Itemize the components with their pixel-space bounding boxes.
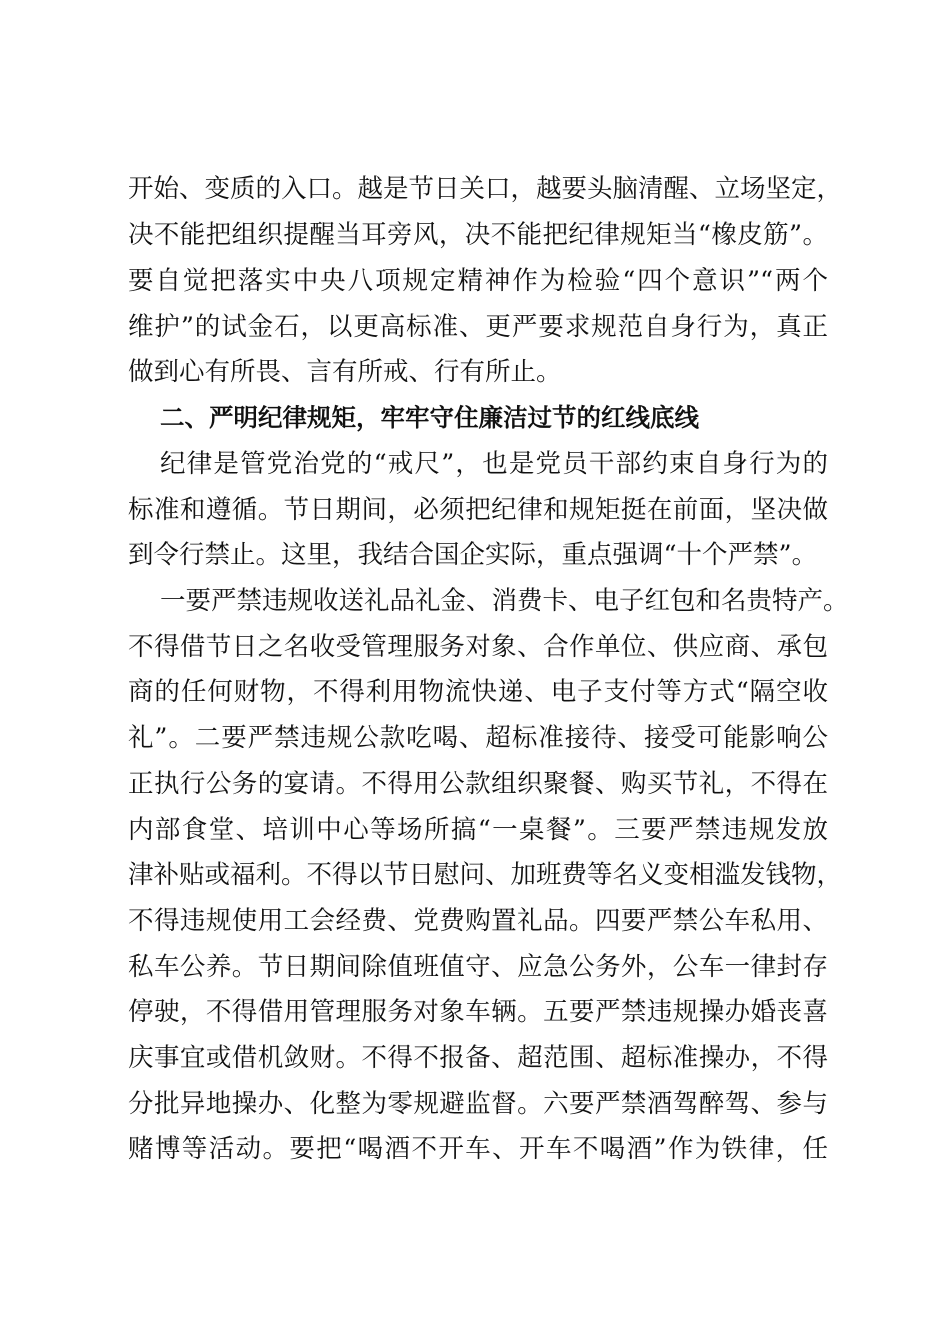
text-line: 私车公养。节日期间除值班值守、应急公务外，公车一律封存 <box>128 952 828 982</box>
text-line: 标准和遵循。节日期间，必须把纪律和规矩挺在前面，坚决做 <box>128 495 828 525</box>
text-line: 到令行禁止。这里，我结合国企实际，重点强调“十个严禁”。 <box>128 540 818 570</box>
text-line: 不得违规使用工会经费、党费购置礼品。四要严禁公车私用、 <box>128 906 828 936</box>
text-line: 礼”。二要严禁违规公款吃喝、超标准接待、接受可能影响公 <box>128 723 828 753</box>
text-line: 分批异地操办、化整为零规避监督。六要严禁酒驾醉驾、参与 <box>128 1089 828 1119</box>
text-line: 内部食堂、培训中心等场所搞“一桌餐”。三要严禁违规发放 <box>128 815 828 845</box>
text-line: 要自觉把落实中央八项规定精神作为检验“四个意识”“两个 <box>128 266 828 296</box>
text-line: 决不能把组织提醒当耳旁风，决不能把纪律规矩当“橡皮筋”。 <box>128 220 828 250</box>
text-line: 庆事宜或借机敛财。不得不报备、超范围、超标准操办，不得 <box>128 1043 828 1073</box>
text-line: 赌博等活动。要把“喝酒不开车、开车不喝酒”作为铁律，任 <box>128 1134 828 1164</box>
text-line: 纪律是管党治党的“戒尺”，也是党员干部约束自身行为的 <box>160 449 828 479</box>
text-line: 不得借节日之名收受管理服务对象、合作单位、供应商、承包 <box>128 632 828 662</box>
section-heading: 二、严明纪律规矩，牢牢守住廉洁过节的红线底线 <box>160 403 699 432</box>
text-line: 商的任何财物，不得利用物流快递、电子支付等方式“隔空收 <box>128 677 828 707</box>
text-line: 正执行公务的宴请。不得用公款组织聚餐、购买节礼，不得在 <box>128 769 828 799</box>
text-line: 做到心有所畏、言有所戒、行有所止。 <box>128 357 562 387</box>
text-line: 停驶，不得借用管理服务对象车辆。五要严禁违规操办婚丧喜 <box>128 997 828 1027</box>
text-line: 津补贴或福利。不得以节日慰问、加班费等名义变相滥发钱物， <box>128 860 843 890</box>
text-line: 开始、变质的入口。越是节日关口，越要头脑清醒、立场坚定， <box>128 174 843 204</box>
text-line: 一要严禁违规收送礼品礼金、消费卡、电子红包和名贵特产。 <box>160 586 849 616</box>
text-line: 维护”的试金石，以更高标准、更严要求规范自身行为，真正 <box>128 312 828 342</box>
